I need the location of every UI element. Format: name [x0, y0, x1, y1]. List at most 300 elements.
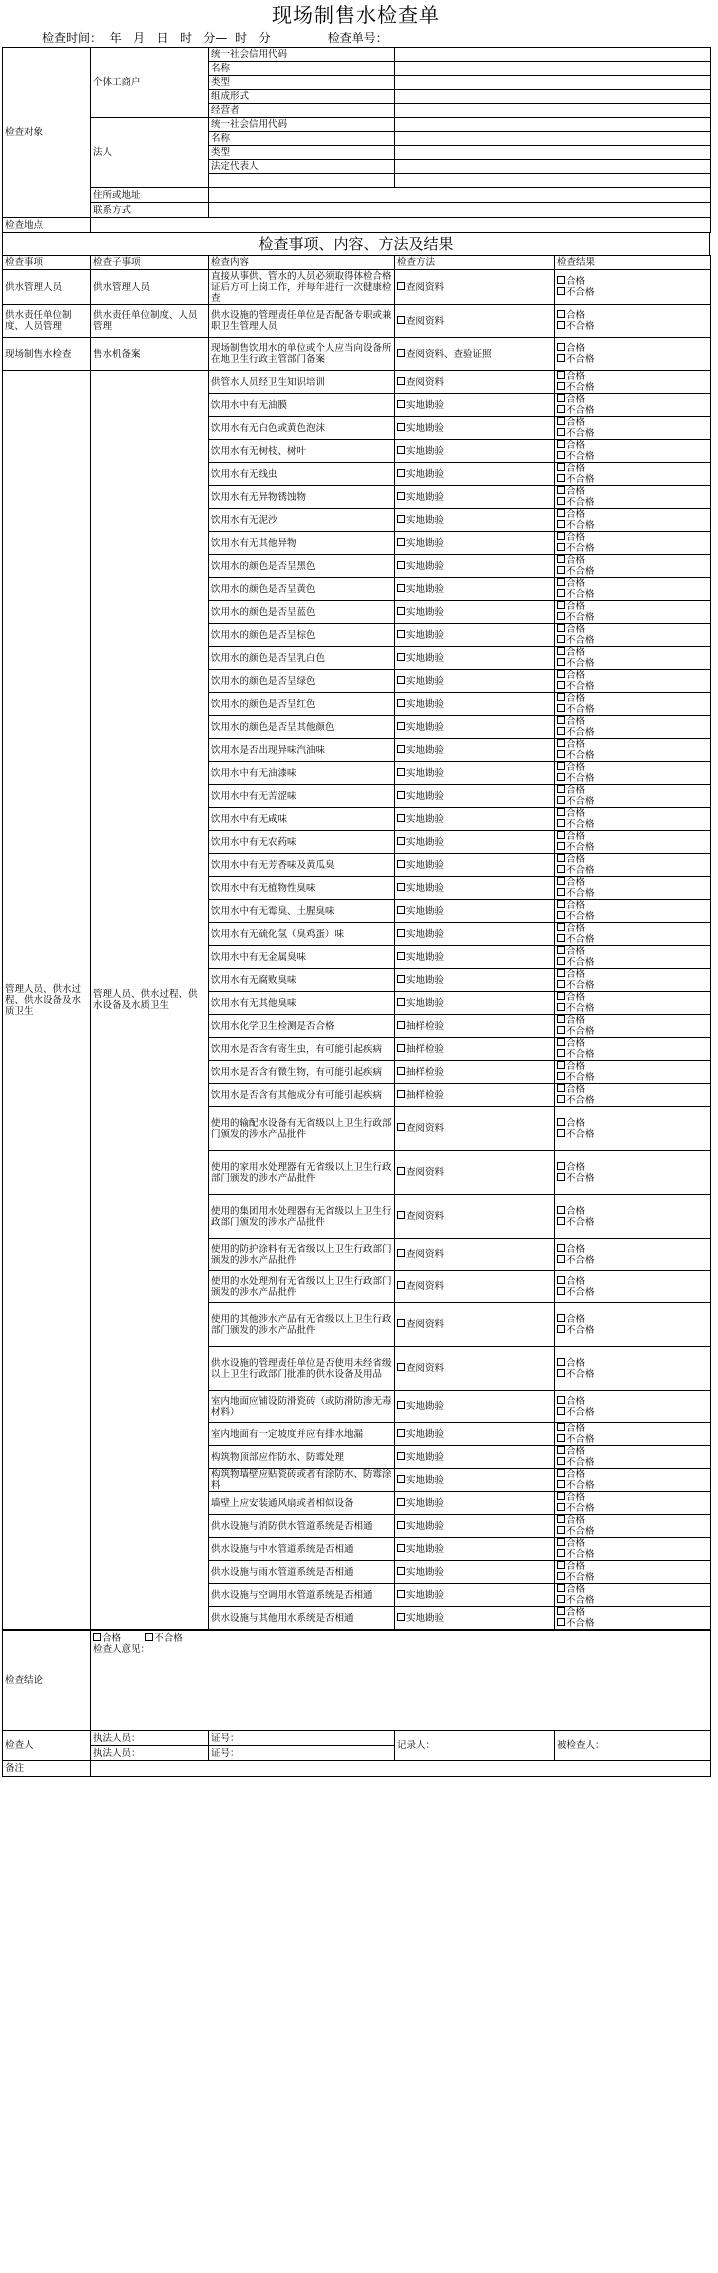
result-option-pass[interactable] — [557, 371, 708, 382]
checkbox-icon[interactable] — [397, 1167, 405, 1175]
result-option-fail[interactable] — [557, 704, 708, 715]
result-option-pass[interactable] — [557, 555, 708, 566]
result-option-pass[interactable] — [557, 1358, 708, 1369]
checkbox-icon[interactable] — [397, 1544, 405, 1552]
checkbox-icon[interactable] — [557, 1118, 565, 1126]
checkbox-icon[interactable] — [557, 1095, 565, 1103]
result-cell — [555, 1607, 711, 1630]
checkbox-icon[interactable] — [397, 316, 405, 324]
checkbox-icon[interactable] — [397, 1363, 405, 1371]
result-option-fail[interactable] — [557, 635, 708, 646]
checkbox-icon[interactable] — [557, 969, 565, 977]
checkbox-icon[interactable] — [557, 1607, 565, 1615]
checkbox-icon[interactable] — [557, 497, 565, 505]
result-option-pass[interactable] — [557, 716, 708, 727]
checkbox-icon[interactable] — [557, 371, 565, 379]
remark-value[interactable] — [91, 1761, 711, 1777]
checkbox-icon[interactable] — [557, 762, 565, 770]
checkbox-icon[interactable] — [557, 578, 565, 586]
checkbox-icon[interactable] — [557, 1469, 565, 1477]
checkbox-icon[interactable] — [557, 1434, 565, 1442]
checkbox-icon[interactable] — [557, 1407, 565, 1415]
result-option-pass[interactable] — [557, 693, 708, 704]
checkbox-icon[interactable] — [557, 842, 565, 850]
contact-value[interactable] — [209, 203, 711, 218]
result-option-fail[interactable] — [557, 1369, 708, 1380]
checkbox-icon[interactable] — [397, 377, 405, 385]
checkbox-icon[interactable] — [397, 1521, 405, 1529]
checkbox-icon[interactable] — [557, 693, 565, 701]
checkbox-icon[interactable] — [557, 773, 565, 781]
result-option-fail[interactable] — [557, 773, 708, 784]
checkbox-icon[interactable] — [557, 343, 565, 351]
checkbox-icon[interactable] — [557, 704, 565, 712]
checkbox-icon[interactable] — [397, 722, 405, 730]
checkbox-icon[interactable] — [397, 952, 405, 960]
checkbox-icon[interactable] — [557, 555, 565, 563]
result-label: 合格 — [566, 854, 586, 865]
result-option-pass[interactable] — [557, 440, 708, 451]
checkbox-icon[interactable] — [557, 888, 565, 896]
result-cell — [555, 739, 711, 762]
checkbox-icon[interactable] — [557, 451, 565, 459]
checkbox-icon[interactable] — [557, 647, 565, 655]
result-option-fail[interactable] — [557, 1026, 708, 1037]
method-label: 实地勘验 — [406, 744, 445, 756]
field-value[interactable] — [395, 104, 711, 118]
form-title: 现场制售水检查单 — [272, 3, 440, 27]
field-value[interactable] — [395, 132, 711, 146]
checkbox-icon[interactable] — [557, 532, 565, 540]
checkbox-icon[interactable] — [557, 321, 565, 329]
result-option-fail[interactable] — [557, 405, 708, 416]
result-option-pass[interactable] — [557, 1206, 708, 1217]
checkbox-icon[interactable] — [397, 1067, 405, 1075]
checkbox-icon[interactable] — [397, 469, 405, 477]
checkbox-icon[interactable] — [557, 670, 565, 678]
result-option-fail[interactable] — [557, 1325, 708, 1336]
result-option-pass[interactable] — [557, 1469, 708, 1480]
checkbox-icon[interactable] — [557, 1015, 565, 1023]
result-option-fail[interactable] — [557, 980, 708, 991]
checkbox-icon[interactable] — [557, 716, 565, 724]
checkbox-icon[interactable] — [397, 446, 405, 454]
checkbox-icon[interactable] — [557, 1396, 565, 1404]
checkbox-icon[interactable] — [557, 1572, 565, 1580]
checkbox-icon[interactable] — [557, 1162, 565, 1170]
result-option-fail[interactable] — [557, 287, 708, 298]
result-label: 合格 — [566, 946, 586, 957]
address-label: 住所或地址 — [91, 188, 209, 203]
checkbox-icon[interactable] — [557, 1061, 565, 1069]
result-option-fail[interactable] — [557, 1287, 708, 1298]
checkbox-icon[interactable] — [557, 819, 565, 827]
result-option-pass[interactable] — [557, 1396, 708, 1407]
result-option-fail[interactable] — [557, 911, 708, 922]
checkbox-icon[interactable] — [557, 1276, 565, 1284]
result-option-pass[interactable] — [557, 1423, 708, 1434]
result-option-fail[interactable] — [557, 819, 708, 830]
result-option-fail[interactable] — [557, 1526, 708, 1537]
result-option-pass[interactable] — [557, 601, 708, 612]
checkbox-icon[interactable] — [557, 1446, 565, 1454]
result-option-fail[interactable] — [557, 888, 708, 899]
checkbox-icon[interactable] — [557, 1503, 565, 1511]
checkbox-icon[interactable] — [557, 1369, 565, 1377]
result-option-pass[interactable] — [557, 417, 708, 428]
checkbox-icon[interactable] — [397, 883, 405, 891]
checkbox-icon[interactable] — [397, 630, 405, 638]
checkbox-icon[interactable] — [557, 980, 565, 988]
checkbox-icon[interactable] — [557, 394, 565, 402]
result-cell — [555, 486, 711, 509]
checkbox-icon[interactable] — [397, 745, 405, 753]
field-value[interactable] — [395, 174, 711, 188]
checkbox-icon[interactable] — [557, 1526, 565, 1534]
checkbox-icon[interactable] — [557, 543, 565, 551]
result-option-pass[interactable] — [557, 900, 708, 911]
checkbox-icon[interactable] — [397, 1475, 405, 1483]
result-option-pass[interactable] — [557, 992, 708, 1003]
checkbox-icon[interactable] — [557, 1423, 565, 1431]
result-option-pass[interactable] — [557, 670, 708, 681]
result-option-fail[interactable] — [557, 520, 708, 531]
result-option-fail[interactable] — [557, 566, 708, 577]
result-option-fail[interactable] — [557, 1095, 708, 1106]
checkbox-icon[interactable] — [557, 1072, 565, 1080]
checkbox-icon[interactable] — [397, 1249, 405, 1257]
checkbox-icon[interactable] — [397, 1281, 405, 1289]
checkbox-icon[interactable] — [397, 1613, 405, 1621]
checkbox-icon[interactable] — [557, 1173, 565, 1181]
checkbox-icon[interactable] — [397, 1567, 405, 1575]
checkbox-icon[interactable] — [557, 1026, 565, 1034]
check-content: 供水设施与中水管道系统是否相通 — [209, 1538, 395, 1561]
result-option-pass[interactable] — [557, 1314, 708, 1325]
result-option-fail[interactable] — [557, 1618, 708, 1629]
checkbox-icon[interactable] — [557, 934, 565, 942]
checkbox-icon[interactable] — [557, 946, 565, 954]
checkbox-icon[interactable] — [557, 796, 565, 804]
checkbox-icon[interactable] — [397, 561, 405, 569]
checkbox-icon[interactable] — [557, 486, 565, 494]
checkbox-icon[interactable] — [557, 1255, 565, 1263]
checkbox-icon[interactable] — [397, 1401, 405, 1409]
result-option-pass[interactable] — [557, 1561, 708, 1572]
checkbox-icon[interactable] — [397, 814, 405, 822]
result-option-fail[interactable] — [557, 842, 708, 853]
checkbox-icon[interactable] — [557, 1618, 565, 1626]
checkbox-icon[interactable] — [397, 1123, 405, 1131]
result-option-fail[interactable] — [557, 1595, 708, 1606]
checkbox-icon[interactable] — [557, 310, 565, 318]
result-label: 不合格 — [566, 819, 595, 830]
result-option-pass[interactable] — [557, 394, 708, 405]
checkbox-icon[interactable] — [397, 349, 405, 357]
result-option-pass[interactable] — [557, 739, 708, 750]
result-option-pass[interactable] — [557, 785, 708, 796]
result-option-pass[interactable] — [557, 1118, 708, 1129]
result-option-pass[interactable] — [557, 808, 708, 819]
checkbox-icon[interactable] — [397, 998, 405, 1006]
result-option-pass[interactable] — [557, 762, 708, 773]
result-option-pass[interactable] — [557, 923, 708, 934]
result-option-fail[interactable] — [557, 1129, 708, 1140]
checkbox-icon[interactable] — [557, 601, 565, 609]
result-option-fail[interactable] — [557, 321, 708, 332]
checkbox-icon[interactable] — [397, 1590, 405, 1598]
result-option-pass[interactable] — [557, 877, 708, 888]
checkbox-icon[interactable] — [557, 992, 565, 1000]
checkbox-icon[interactable] — [557, 1492, 565, 1500]
result-label: 合格 — [566, 670, 586, 681]
result-option-fail[interactable] — [557, 451, 708, 462]
address-value[interactable] — [209, 188, 711, 203]
checkbox-icon[interactable] — [397, 676, 405, 684]
check-content: 饮用水的颜色是否呈蓝色 — [209, 601, 395, 624]
checkbox-icon[interactable] — [397, 400, 405, 408]
result-option-pass[interactable] — [557, 1061, 708, 1072]
checkbox-icon[interactable] — [397, 1498, 405, 1506]
checkbox-icon[interactable] — [557, 1584, 565, 1592]
checkbox-icon[interactable] — [557, 1358, 565, 1366]
checkbox-icon[interactable] — [397, 653, 405, 661]
result-option-pass[interactable] — [557, 343, 708, 354]
checkbox-icon[interactable] — [397, 282, 405, 290]
inspection-time-line: 检查时间： 年 月 日 时 分— 时 分 检查单号： — [42, 31, 388, 45]
result-label: 不合格 — [566, 842, 595, 853]
checkbox-icon[interactable] — [557, 509, 565, 517]
result-option-fail[interactable] — [557, 658, 708, 669]
checkbox-icon[interactable] — [397, 538, 405, 546]
checkbox-icon[interactable] — [397, 837, 405, 845]
check-content: 饮用水中有无油漆味 — [209, 762, 395, 785]
result-option-pass[interactable] — [557, 1038, 708, 1049]
result-option-fail[interactable] — [557, 612, 708, 623]
result-option-pass[interactable] — [557, 463, 708, 474]
checkbox-icon[interactable] — [557, 1244, 565, 1252]
checkbox-icon[interactable] — [557, 1217, 565, 1225]
checkbox-icon[interactable] — [557, 1206, 565, 1214]
checkbox-icon[interactable] — [397, 699, 405, 707]
result-option-fail[interactable] — [557, 1217, 708, 1228]
field-value[interactable] — [395, 76, 711, 90]
method-cell — [395, 1469, 555, 1492]
field-value[interactable] — [395, 118, 711, 132]
inspectee-label: 被检查人： — [555, 1731, 711, 1761]
result-label: 合格 — [566, 555, 586, 566]
result-option-fail[interactable] — [557, 428, 708, 439]
result-option-pass[interactable] — [557, 1584, 708, 1595]
result-option-fail[interactable] — [557, 497, 708, 508]
checkbox-icon[interactable] — [557, 1003, 565, 1011]
checkbox-icon[interactable] — [397, 1429, 405, 1437]
checkbox-icon[interactable] — [557, 727, 565, 735]
checkbox-icon[interactable] — [557, 877, 565, 885]
pass-checkbox[interactable] — [93, 1633, 101, 1641]
checkbox-icon[interactable] — [397, 975, 405, 983]
check-row — [3, 305, 711, 338]
checkbox-icon[interactable] — [557, 900, 565, 908]
checkbox-icon[interactable] — [557, 681, 565, 689]
checkbox-icon[interactable] — [397, 1319, 405, 1327]
result-option-pass[interactable] — [557, 1446, 708, 1457]
method-label: 实地勘验 — [406, 675, 445, 687]
checkbox-icon[interactable] — [557, 566, 565, 574]
checkbox-icon[interactable] — [557, 1549, 565, 1557]
result-option-pass[interactable] — [557, 969, 708, 980]
result-option-fail[interactable] — [557, 354, 708, 365]
checkbox-icon[interactable] — [557, 1287, 565, 1295]
result-option-pass[interactable] — [557, 509, 708, 520]
checkbox-icon[interactable] — [557, 957, 565, 965]
result-option-fail[interactable] — [557, 1049, 708, 1060]
checkbox-icon[interactable] — [397, 791, 405, 799]
checkbox-icon[interactable] — [557, 750, 565, 758]
checkbox-icon[interactable] — [557, 854, 565, 862]
checkbox-icon[interactable] — [397, 906, 405, 914]
checkbox-icon[interactable] — [397, 492, 405, 500]
checkbox-icon[interactable] — [397, 1044, 405, 1052]
checkbox-icon[interactable] — [557, 1325, 565, 1333]
result-option-fail[interactable] — [557, 1572, 708, 1583]
checkbox-icon[interactable] — [557, 417, 565, 425]
checkbox-icon[interactable] — [397, 929, 405, 937]
field-value[interactable] — [395, 90, 711, 104]
result-option-fail[interactable] — [557, 727, 708, 738]
checkbox-icon[interactable] — [557, 276, 565, 284]
result-option-fail[interactable] — [557, 1434, 708, 1445]
fail-checkbox[interactable] — [145, 1633, 153, 1641]
checkbox-icon[interactable] — [557, 440, 565, 448]
result-option-fail[interactable] — [557, 681, 708, 692]
result-option-pass[interactable] — [557, 1015, 708, 1026]
field-value[interactable] — [395, 48, 711, 62]
result-option-fail[interactable] — [557, 543, 708, 554]
checkbox-icon[interactable] — [557, 1049, 565, 1057]
result-option-pass[interactable] — [557, 1538, 708, 1549]
result-option-fail[interactable] — [557, 1549, 708, 1560]
result-label: 合格 — [566, 831, 586, 842]
checkbox-icon[interactable] — [557, 1038, 565, 1046]
result-label: 不合格 — [566, 773, 595, 784]
checkbox-icon[interactable] — [397, 1452, 405, 1460]
checkbox-icon[interactable] — [557, 463, 565, 471]
result-option-fail[interactable] — [557, 1173, 708, 1184]
checkbox-icon[interactable] — [557, 785, 565, 793]
checkbox-icon[interactable] — [557, 635, 565, 643]
result-option-fail[interactable] — [557, 589, 708, 600]
result-option-pass[interactable] — [557, 578, 708, 589]
result-label: 不合格 — [566, 520, 595, 531]
checkbox-icon[interactable] — [557, 831, 565, 839]
checkbox-icon[interactable] — [397, 515, 405, 523]
result-option-pass[interactable] — [557, 1244, 708, 1255]
checkbox-icon[interactable] — [557, 1515, 565, 1523]
checkbox-icon[interactable] — [397, 1211, 405, 1219]
result-option-pass[interactable] — [557, 1162, 708, 1173]
checkbox-icon[interactable] — [557, 1561, 565, 1569]
checkbox-icon[interactable] — [397, 1090, 405, 1098]
checkbox-icon[interactable] — [557, 808, 565, 816]
checkbox-icon[interactable] — [557, 911, 565, 919]
result-option-fail[interactable] — [557, 1407, 708, 1418]
result-option-fail[interactable] — [557, 1503, 708, 1514]
checkbox-icon[interactable] — [557, 1084, 565, 1092]
checkbox-icon[interactable] — [557, 1480, 565, 1488]
result-option-pass[interactable] — [557, 647, 708, 658]
result-option-pass[interactable] — [557, 854, 708, 865]
checkbox-icon[interactable] — [557, 1538, 565, 1546]
result-option-fail[interactable] — [557, 1255, 708, 1266]
result-option-pass[interactable] — [557, 1607, 708, 1618]
checkbox-icon[interactable] — [557, 658, 565, 666]
checkbox-icon[interactable] — [397, 860, 405, 868]
checkbox-icon[interactable] — [557, 612, 565, 620]
checkbox-icon[interactable] — [557, 428, 565, 436]
result-option-pass[interactable] — [557, 532, 708, 543]
result-option-pass[interactable] — [557, 1492, 708, 1503]
result-option-pass[interactable] — [557, 1276, 708, 1287]
check-content: 饮用水有无其他臭味 — [209, 992, 395, 1015]
site-value[interactable] — [91, 218, 711, 233]
checkbox-icon[interactable] — [397, 607, 405, 615]
result-option-fail[interactable] — [557, 382, 708, 393]
result-option-fail[interactable] — [557, 957, 708, 968]
field-value[interactable] — [395, 62, 711, 76]
checkbox-icon[interactable] — [397, 584, 405, 592]
checkbox-icon[interactable] — [557, 865, 565, 873]
checkbox-icon[interactable] — [557, 1314, 565, 1322]
checkbox-icon[interactable] — [397, 768, 405, 776]
checkbox-icon[interactable] — [557, 624, 565, 632]
result-option-fail[interactable] — [557, 796, 708, 807]
checkbox-icon[interactable] — [557, 474, 565, 482]
result-option-fail[interactable] — [557, 1457, 708, 1468]
checkbox-icon[interactable] — [557, 739, 565, 747]
result-option-pass[interactable] — [557, 1084, 708, 1095]
result-option-fail[interactable] — [557, 750, 708, 761]
result-option-fail[interactable] — [557, 865, 708, 876]
result-option-pass[interactable] — [557, 310, 708, 321]
result-option-pass[interactable] — [557, 1515, 708, 1526]
checkbox-icon[interactable] — [397, 423, 405, 431]
checkbox-icon[interactable] — [397, 1021, 405, 1029]
result-option-pass[interactable] — [557, 624, 708, 635]
field-value[interactable] — [395, 146, 711, 160]
result-option-pass[interactable] — [557, 276, 708, 287]
checkbox-icon[interactable] — [557, 405, 565, 413]
checkbox-icon[interactable] — [557, 589, 565, 597]
field-value[interactable] — [395, 160, 711, 174]
result-option-pass[interactable] — [557, 946, 708, 957]
checkbox-icon[interactable] — [557, 287, 565, 295]
checkbox-icon[interactable] — [557, 1129, 565, 1137]
result-option-fail[interactable] — [557, 474, 708, 485]
result-option-pass[interactable] — [557, 831, 708, 842]
result-option-pass[interactable] — [557, 486, 708, 497]
result-option-fail[interactable] — [557, 1072, 708, 1083]
result-option-fail[interactable] — [557, 1480, 708, 1491]
checkbox-icon[interactable] — [557, 354, 565, 362]
checkbox-icon[interactable] — [557, 1595, 565, 1603]
result-option-fail[interactable] — [557, 1003, 708, 1014]
checkbox-icon[interactable] — [557, 1457, 565, 1465]
checkbox-icon[interactable] — [557, 520, 565, 528]
checkbox-icon[interactable] — [557, 923, 565, 931]
result-option-fail[interactable] — [557, 934, 708, 945]
checkbox-icon[interactable] — [557, 382, 565, 390]
